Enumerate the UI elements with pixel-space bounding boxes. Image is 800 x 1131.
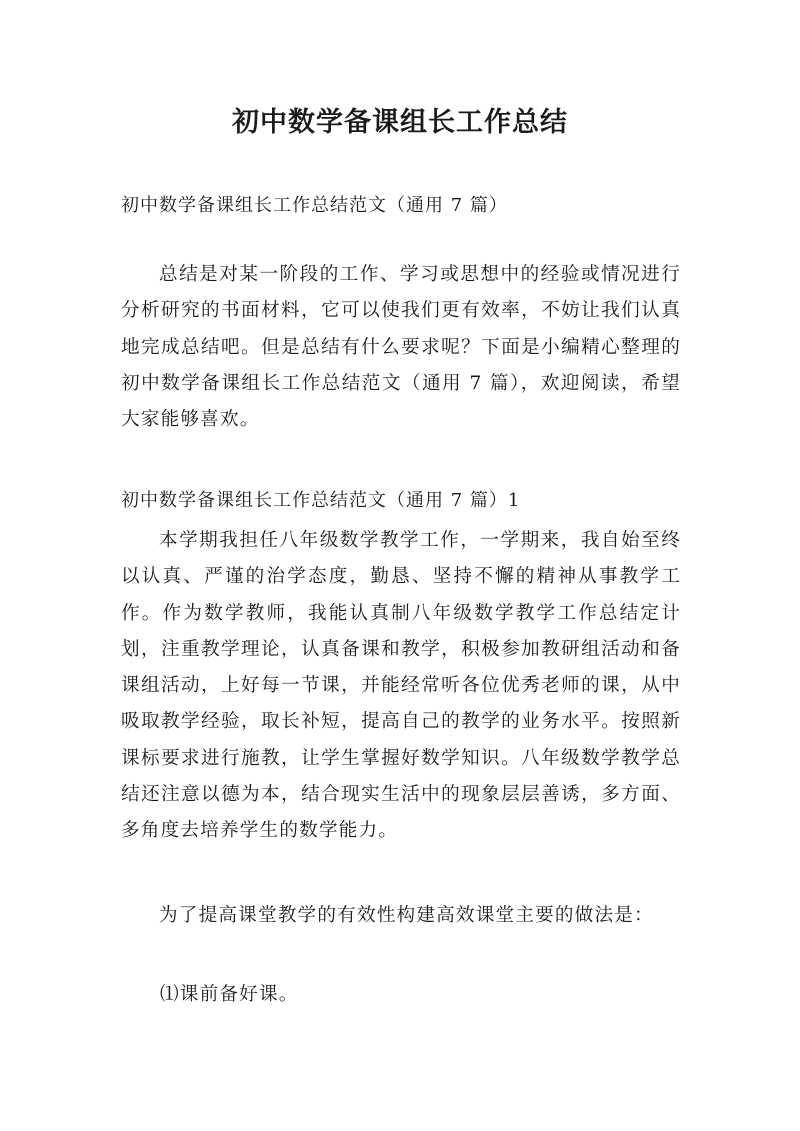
section-heading: 初中数学备课组长工作总结范文（通用 7 篇）1 [121, 490, 521, 511]
document-title: 初中数学备课组长工作总结 [232, 107, 568, 138]
list-item: ⑴课前备好课。 [160, 984, 299, 1005]
section-paragraph-2: 为了提高课堂教学的有效性构建高效课堂主要的做法是： [159, 905, 654, 926]
section-paragraph-1: 本学期我担任八年级数学教学工作，一学期来，我自始至终以认真、严谨的治学态度，勤恳、坚持不懈的精神从事教学工作。作为数学教师，我能认真制八年级数学教学工作总结定计划，注重教学理论，认真备课和教学，积极参加教研组活动和备课组活动，上好每一节课，并能经常听各位优秀老师的课，从中吸取教学经验，取长补短，提高自己的教学的业务水平。按照新课标要求进行施教，让学生掌握好数学知识。八年级数学教学总结还注意以德为本，结合现实生活中的现象层层善诱，多方面、多角度去培养学生的数学能力。 [121, 530, 681, 842]
document-subtitle: 初中数学备课组长工作总结范文（通用 7 篇） [121, 195, 508, 216]
intro-paragraph: 总结是对某一阶段的工作、学习或思想中的经验或情况进行分析研究的书面材料，它可以使我们更有效率，不妨让我们认真地完成总结吧。但是总结有什么要求呢？下面是小编精心整理的初中数学备课组长工作总结范文（通用 7 篇），欢迎阅读，希望大家能够喜欢。 [121, 264, 681, 431]
